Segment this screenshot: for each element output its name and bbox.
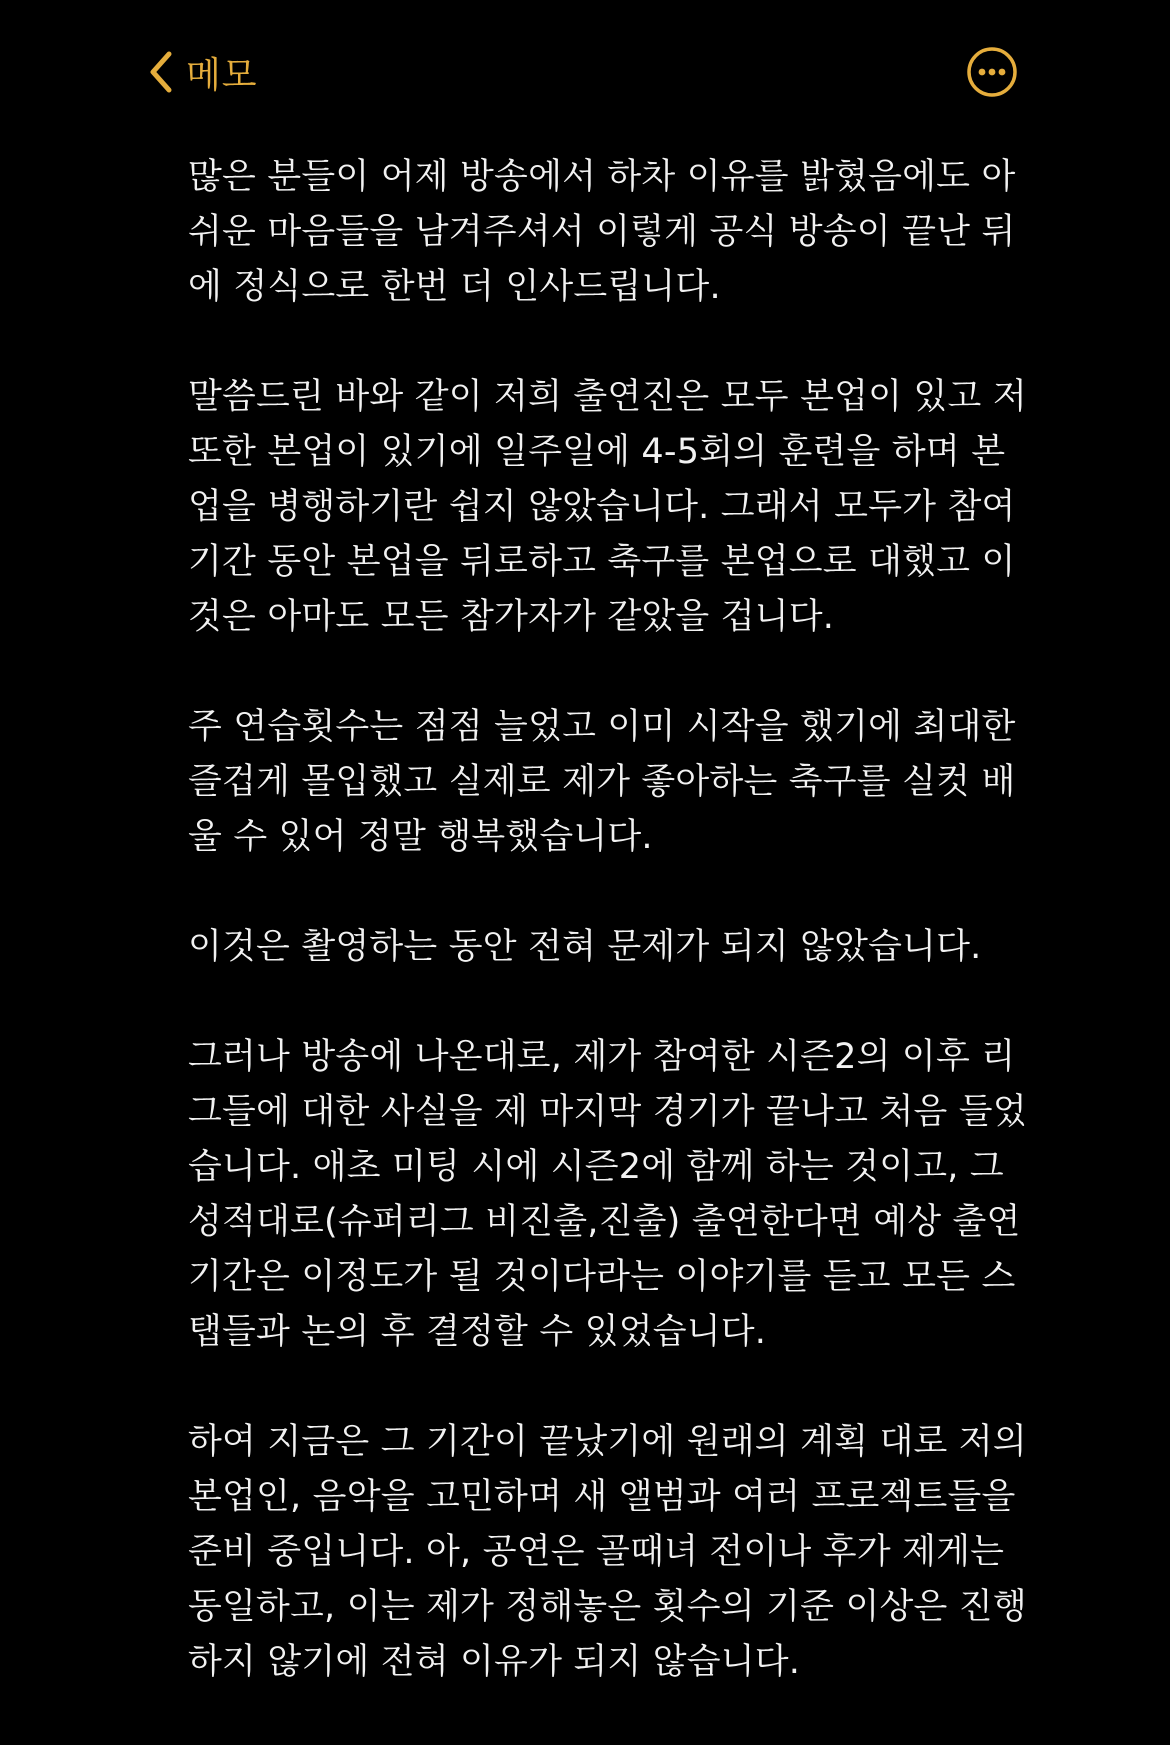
note-text-line: 많은 분들이 어제 방송에서 하차 이유를 밝혔음에도 아 bbox=[188, 157, 1016, 197]
note-text-line: 그들에 대한 사실을 제 마지막 경기가 끝나고 처음 들었 bbox=[188, 1092, 1027, 1132]
more-options-button[interactable] bbox=[966, 46, 1018, 98]
note-text-line: 습니다. 애초 미팅 시에 시즌2에 함께 하는 것이고, 그 bbox=[188, 1147, 1004, 1187]
note-text-line: 준비 중입니다. 아, 공연은 골때녀 전이나 후가 제게는 bbox=[188, 1532, 1005, 1572]
note-text-line: 업을 병행하기란 쉽지 않았습니다. 그래서 모두가 참여 bbox=[188, 487, 1016, 527]
note-paragraph bbox=[188, 1415, 1027, 1690]
note-text-line: 기간 동안 본업을 뒤로하고 축구를 본업으로 대했고 이 bbox=[188, 542, 1016, 582]
note-paragraph bbox=[188, 150, 1016, 315]
note-paragraph bbox=[188, 1030, 1027, 1360]
note-text-line: 동일하고, 이는 제가 정해놓은 횟수의 기준 이상은 진행 bbox=[188, 1587, 1027, 1627]
note-text-line: 하지 않기에 전혀 이유가 되지 않습니다. bbox=[188, 1642, 801, 1682]
note-text-line: 이것은 촬영하는 동안 전혀 문제가 되지 않았습니다. bbox=[188, 927, 982, 967]
note-text-line: 하여 지금은 그 기간이 끝났기에 원래의 계획 대로 저의 bbox=[188, 1422, 1027, 1462]
back-button[interactable] bbox=[148, 44, 258, 100]
note-body[interactable] bbox=[188, 150, 1027, 1745]
ellipsis-circle-icon bbox=[966, 46, 1018, 98]
note-text-line: 에 정식으로 한번 더 인사드립니다. bbox=[188, 267, 721, 307]
back-label: 메모 bbox=[186, 54, 258, 96]
note-text-line: 성적대로(슈퍼리그 비진출,진출) 출연한다면 예상 출연 bbox=[188, 1202, 1021, 1242]
note-text-line: 그러나 방송에 나온대로, 제가 참여한 시즌2의 이후 리 bbox=[188, 1037, 1016, 1077]
note-paragraph bbox=[188, 920, 1008, 975]
note-paragraph bbox=[188, 700, 1016, 865]
note-text-line: 기간은 이정도가 될 것이다라는 이야기를 듣고 모든 스 bbox=[188, 1257, 1016, 1297]
chevron-left-icon bbox=[148, 50, 174, 94]
note-text-line: 쉬운 마음들을 남겨주셔서 이렇게 공식 방송이 끝난 뒤 bbox=[188, 212, 1016, 252]
note-text-line: 본업인, 음악을 고민하며 새 앨범과 여러 프로젝트들을 bbox=[188, 1477, 1016, 1517]
note-text-line: 것은 아마도 모든 참가자가 같았을 겁니다. bbox=[188, 597, 835, 637]
note-paragraph bbox=[188, 370, 1027, 645]
note-text-line: 주 연습횟수는 점점 늘었고 이미 시작을 했기에 최대한 bbox=[188, 707, 1016, 747]
note-text-line: 또한 본업이 있기에 일주일에 4-5회의 훈련을 하며 본 bbox=[188, 432, 1006, 472]
note-text-line: 울 수 있어 정말 행복했습니다. bbox=[188, 817, 653, 857]
navigation-bar bbox=[0, 0, 1170, 140]
note-text-line: 탭들과 논의 후 결정할 수 있었습니다. bbox=[188, 1312, 767, 1352]
note-text-line: 즐겁게 몰입했고 실제로 제가 좋아하는 축구를 실컷 배 bbox=[188, 762, 1016, 802]
note-text-line: 말씀드린 바와 같이 저희 출연진은 모두 본업이 있고 저 bbox=[188, 377, 1027, 417]
